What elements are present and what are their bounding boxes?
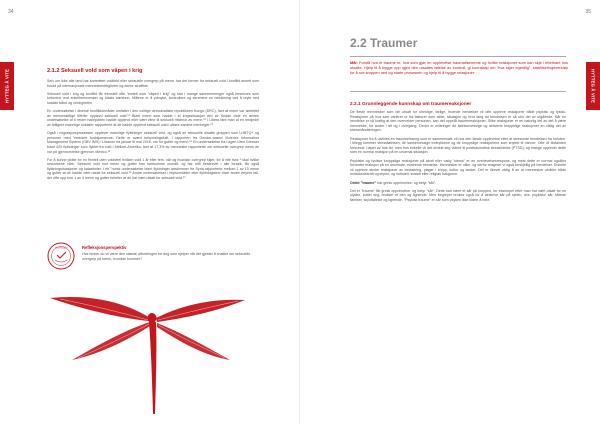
- definition-text: har gresk opprinnelse, og betyr ”sår”.: [377, 180, 437, 185]
- paragraph: Seksuell vold i krig og konflikt får fremdelt ofte ”endelt som ”våpen i krig” og kan i mange sammenhenger også beskrives som torturene mot enkeltmennesket og lokale samfunn. Målene er å ydmyke, kontrollere og skremme en befolkning ved å bryte ned sosiale bånd og verdigheten.: [47, 91, 259, 105]
- paragraph: De fleste mennesker som blir utsatt for uheldige, farlige, truende hendelser vil ofte oppleve reaksjoner både psykisk og fysisk. Reaksjoner på hva som varierer ut fra faktorer som alder, situasjon og hvor lang tid hendelsen er så stor del av utgående. Når en hendelse er så kraftig at den overvelder personen, kan det oppstå traumereaksjoner. Slike reaksjoner er en naturlig del av det å være menneske, for andre i alt og i overgang. Derfor er erfaringer de følelsemessige og aktiverte kroppslige reaksjoner en viktig del av stresshåndteringen.: [350, 110, 566, 133]
- body-column-right: [350, 110, 566, 206]
- side-tab-right[interactable]: [586, 62, 600, 110]
- section-heading-left: 2.1.2 Seksuell vold som våpen i krig: [47, 68, 143, 74]
- page-number-left: 34: [8, 9, 14, 15]
- dragonfly-illustration-icon: [30, 268, 280, 418]
- chapter-title: 2.2 Traumer: [350, 36, 418, 50]
- paragraph: Selv om ikke alle land har kommitert voldtekt eller seksuelle overgrep på menn, har det former for seksuell vold i konflikt ansett som brudd på internasjonale menneskerettigheter og dertor straffbar.: [47, 79, 259, 88]
- definition-paragraph: [350, 181, 566, 186]
- divider: [350, 91, 566, 92]
- subsection-heading: 2.2.1 Grunnleggende kunnskap om traumereaksjoner: [350, 102, 472, 107]
- paragraph: For å kunne plotte for en finnlell uten voldsfrel hvilken vold 1 år eller fem, når og hvordan overgrep skjer, for å vite hvor ¹ skal hvilke ressursene våre. Seksuell vold mot menn og gutter kan forekomme overalt, og har blitt beskrevet i alle forsøk, får også flyktningsituasjoner og katastrofer. I en ”norsk undersøkelse blant flyktninger anslommer fra Syria rapporterte mellom 1 av 15 menn og gutter at de hadde vært utsatt for seksuell vold.¹⁶ Andre undersøkelser i reipsområder eller flyktningleirer viser andre treyere tall, der ofte opp mot 1 av 4 menn og gutter forteller at de har vært utsatt for seksuell vold.¹⁷: [47, 157, 259, 181]
- page-number-right: 35: [585, 9, 591, 15]
- paragraph: En undersøkelse i diverse konfliktområder omfatter i den colltige demokratiske republikken Kongo (DRC), fant at menn var førrteltet av menneskelige tilfeller opplevd seksuell vold.¹¹ Blant menn som hadde i et krigssituasjon ved av Sudan viste en annen undersøkelse at ti reider haileparten hadde opplevd eller vært vitne til seksuell misbruk av menn.¹² I Libera fant man at en tredjedel av tidligere mannlige soldater rapporterte at de hadde opplevd seksuell vold i utføre samme menheger.¹³: [47, 109, 259, 127]
- side-tab-right-label: HYTTEG Å VITE: [590, 68, 596, 104]
- reflection-badge-icon: [47, 242, 75, 270]
- side-tab-left-label: HYTTEG Å VITE: [4, 68, 10, 104]
- aims-label: Mål:: [350, 60, 358, 65]
- paragraph: Reaksjoner fra å utvikles en traumeerfaring som er sammensatt, vil hos den første opplevelse etter at stressede hendelsen fra fortiden. I tillegg kommer stressfølelsen, de sansemessige inntrykkene og de kroppslige reaksjonene som knyttet til minner. Ofte vil tilstanden forsvinne i løpet av noe tid, men hos enkelte vil det utvikle seg videre til posttraumatisk stresslidelse (PTSD), og mange opplever dette som en normal reaksjon på en unormal situasjon.: [350, 136, 566, 155]
- reflection-title: Refleksjonsperspektiv: [82, 245, 127, 250]
- paragraph: Psykiske og fysiske kroppslige reaksjoner på akutt eller varig ”stress” er en overlevelsesrespons, og mest dette er normal ogsåfor forventet reaksjon på en unormale, ekstreme hendelse. Mennesker er ulike, og derfor reagerer vi også forskjellig på hendelser. Enkelte vil oppleve sterke reaksjoner av belastning, plager i kropp, kultur og tanker. Det er likevel viktig å se at mennesker utvikler både motstandskraft og styrke, og kulturell, sosialt eller religiøs bakgrunn.: [350, 158, 566, 177]
- paragraph: Det er ”traume” får gresk opprinnelse, og betyr ”sår”. Dette kan være et sår på kroppen, for eksempel etter man har vært utsatt for en ulykke, kuttet seg, brukket et ben og lignende. Men begrepet brukes også for å beskrive sår på sjelen, dvs. psykiske sår, sårede følelser, skyldfølelse og lignende. ”Psykisk traume” er sår som psyken ikke klarer å hele.: [350, 188, 566, 202]
- side-tab-left[interactable]: [0, 62, 14, 110]
- reflection-text: Hva tenker du vil være den største utfordringen for deg som hjelper når det gjelder å snakke om seksuelle overgrep på menn, hvordan kommer?: [82, 252, 251, 261]
- definition-label: Ordet ”traume”: [350, 180, 377, 185]
- aims-block: [350, 60, 568, 75]
- paragraph: Også i migrasjonsprosessen opplever mannlige flyktninger seksuell vold, og også de seksuelle utsatte gruppen som LHBTQ+ og personer med ”redusert funksjonsevne. Dette er svært bekymringsfullt. I rapporten fra Gender-based Violence Information Management System (GBV IMS) i Libanon fra januar til mai 2016, var for gutter og menn.¹⁴ En undersøkelse fra Legen Uten Grenser blant 429 flyktninger som flyktet fra vold i Mellom-Amerika, fant at 17,3% av menneske rapporterte om seksuelle overgrep mens de var på gjennomreise gjennom Mexico.¹⁵: [47, 131, 259, 154]
- aims-text: Forstå hva et traume er, hva som gjør en opplevelse traumatiserende og hvilke reaksjoner som kan skje i etterkant hos utsatte. Hjelp til å bygge opp igjen den utsattes følelse av kontroll, gi kunnskap om ”hva skjer egentlig”, stabiliseringsverktøy for å roe kroppen ned og starte prosessen og hjelp til å bygge relasjoner.: [350, 60, 569, 75]
- reflection-badge-label: Til refleksjon: [54, 247, 68, 250]
- body-column-left: [47, 79, 259, 184]
- divider: [350, 56, 566, 57]
